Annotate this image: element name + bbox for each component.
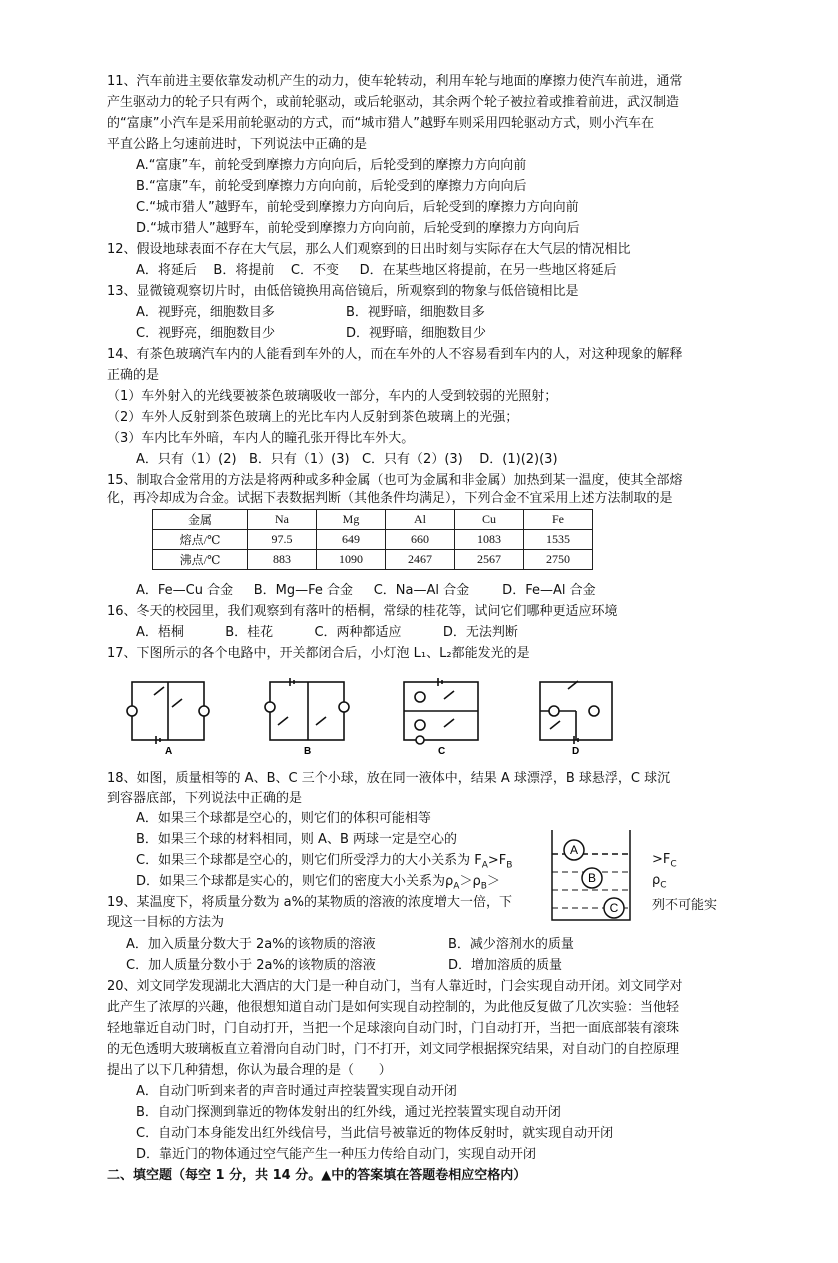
q11-line-2: 产生驱动力的轮子只有两个，或前轮驱动，或后轮驱动，其余两个轮子被拉着或推着前进，武汉制造 [107,95,680,110]
q15-line-2: 化，再冷却成为合金。试据下表数据判断（其他条件均满足），下列合金不宜采用上述方法制取的是 [107,491,673,506]
table-header-cell: Mg [317,510,386,530]
circuit-label-b: B [304,746,312,755]
table-header-cell: Fe [524,510,593,530]
q11-option-d: D.“城市猎人”越野车，前轮受到摩擦力方向向前，后轮受到的摩擦力方向向后 [136,221,580,236]
table-row [153,530,593,550]
table-cell: 1083 [455,530,524,550]
table-cell: 1090 [317,550,386,570]
circuit-diagram-d [532,677,622,755]
q19-option-c: C．加人质量分数小于 2a%的该物质的溶液 [126,958,376,973]
q19-line-2: 现这一目标的方法为 [107,915,225,930]
q11-option-c: C.“城市猎人”越野车，前轮受到摩擦力方向向后，后轮受到的摩擦力方向向前 [136,200,579,215]
circuit-label-d: D [572,746,580,755]
q13-option-b: B．视野暗，细胞数目多 [346,305,485,320]
q13-option-a: A．视野亮，细胞数目多 [136,305,275,320]
q18-option-b: B．如果三个球的材料相同，则 A、B 两球一定是空心的 [136,832,457,847]
q18-option-c: C．如果三个球都是空心的，则它们所受浮力的大小关系为 $F_A>F_B$ [136,853,513,871]
q20-option-a: A．自动门听到来者的声音时通过声控装置实现自动开闭 [136,1084,457,1099]
ball-b-label: B [587,871,597,885]
q20-line-3: 轻地靠近自动门时，门自动打开，当把一个足球滚向自动门时，门自动打开，当把一面底部装有滚珠 [107,1021,680,1036]
q11-line-1: 11、汽车前进主要依靠发动机产生的动力，使车轮转动，利用车轮与地面的摩擦力使汽车前进，通常 [107,74,683,89]
q18-option-d: D．如果三个球都是实心的，则它们的密度大小关系为$\rho_A>\rho_B>$ [136,874,500,892]
circuit-label-a: A [165,746,173,755]
q14-line-1: 14、有茶色玻璃汽车内的人能看到车外的人，而在车外的人不容易看到车内的人，对这种现象的解释 [107,347,683,362]
ball-c-label: C [609,901,619,915]
q19-option-b: B．减少溶剂水的质量 [448,937,574,952]
q14-line-4: （2）车外人反射到茶色玻璃上的光比车内人反射到茶色玻璃上的光强； [107,410,519,425]
table-header-cell: 金属 [153,510,248,530]
q15-line-1: 15、制取合金常用的方法是将两种或多种金属（也可为金属和非金属）加热到某一温度，使其全部熔 [107,473,683,488]
q18-sub-b: B [506,860,513,871]
ball-a-label: A [569,843,579,857]
q14-line-3: （1）车外射入的光线要被茶色玻璃吸收一部分，车内的人受到较弱的光照射； [107,389,558,404]
q17-stem: 17、下图所示的各个电路中，开关都闭合后，小灯泡 L₁、L₂都能发光的是 [107,646,530,661]
table-cell: 1535 [524,530,593,550]
q18-option-c-end: $>F_C$ [652,852,677,870]
q11-option-b: B.“富康”车，前轮受到摩擦力方向向前，后轮受到的摩擦力方向向后 [136,179,527,194]
q14-line-5: （3）车内比车外暗，车内人的瞳孔张开得比车外大。 [107,431,415,446]
q13-option-c: C．视野亮，细胞数目少 [136,326,276,341]
q20-option-b: B．自动门探测到靠近的物体发射出的红外线，通过光控装置实现自动开闭 [136,1105,561,1120]
table-cell: 2467 [386,550,455,570]
table-cell: 熔点/℃ [153,530,248,550]
q20-line-4: 的无色透明大玻璃板直立着滑向自动门时，门不打开，刘文同学根据探究结果，对自动门的自控原理 [107,1042,680,1057]
table-header-cell: Cu [455,510,524,530]
table-cell: 883 [248,550,317,570]
q16-stem: 16、冬天的校园里，我们观察到有落叶的梧桐，常绿的桂花等，试问它们哪种更适应环境 [107,604,618,619]
q12-options: A．将延后 B．将提前 C．不变 D．在某些地区将提前，在另一些地区将延后 [136,263,617,278]
q12-stem: 12、假设地球表面不存在大气层，那么人们观察到的日出时刻与实际存在大气层的情况相比 [107,242,631,257]
q18-option-a: A．如果三个球都是空心的，则它们的体积可能相等 [136,811,431,826]
q18-option-d-end: $\rho_C$ [652,873,667,891]
q16-options: A．梧桐 B．桂花 C．两种都适应 D．无法判断 [136,625,518,640]
q19-option-d: D．增加溶质的质量 [448,958,563,973]
q20-option-c: C．自动门本身能发出红外线信号，当此信号被靠近的物体反射时，就实现自动开闭 [136,1126,614,1141]
q18-line-1: 18、如图，质量相等的 A、B、C 三个小球，放在同一液体中，结果 A 球漂浮，B 球悬浮，C 球沉 [107,771,671,786]
q19-option-a: A．加入质量分数大于 2a%的该物质的溶液 [126,937,376,952]
q20-line-2: 此产生了浓厚的兴趣，他很想知道自动门是如何实现自动控制的，为此他反复做了几次实验：当他轻 [107,1000,680,1015]
q20-line-1: 20、刘文同学发现湖北大酒店的大门是一种自动门，当有人靠近时，门会实现自动开闭。刘文同学对 [107,979,683,994]
table-cell: 660 [386,530,455,550]
circuit-diagram-b [264,677,354,755]
q13-stem: 13、显微镜观察切片时，由低倍镜换用高倍镜后，所观察到的物象与低倍镜相比是 [107,284,579,299]
q13-option-d: D．视野暗，细胞数目少 [346,326,487,341]
q11-option-a: A.“富康”车，前轮受到摩擦力方向向后，后轮受到的摩擦力方向向前 [136,158,527,173]
circuit-label-c: C [438,746,446,755]
q20-option-d: D．靠近门的物体通过空气能产生一种压力传给自动门，实现自动开闭 [136,1147,537,1162]
metal-properties-table [152,509,593,570]
table-row [153,550,593,570]
table-cell: 2567 [455,550,524,570]
q14-line-2: 正确的是 [107,368,160,383]
q15-options: A．Fe—Cu 合金 B．Mg—Fe 合金 C．Na—Al 合金 D．Fe—Al 合金 [136,583,596,598]
q19-line-1: 19、某温度下，将质量分数为 a%的某物质的溶液的浓度增大一倍，下 [107,895,512,910]
table-cell: 沸点/℃ [153,550,248,570]
table-cell: 97.5 [248,530,317,550]
q18-line-2: 到容器底部，下列说法中正确的是 [107,791,303,806]
q14-options: A．只有（1）(2) B．只有（1）(3) C．只有（2）(3) D．(1)(2)(3) [136,452,558,467]
table-header-row [153,510,593,530]
circuit-diagram-c [398,677,488,755]
beaker-figure [548,828,634,924]
table-header-cell: Al [386,510,455,530]
q11-line-3: 的“富康”小汽车是采用前轮驱动的方式，而“城市猎人”越野车则采用四轮驱动方式，则小汽车在 [107,116,654,131]
q18-sub-a: A [481,860,488,871]
table-cell: 649 [317,530,386,550]
table-header-cell: Na [248,510,317,530]
section-heading: 二、填空题（每空 1 分，共 14 分。▲中的答案填在答题卷相应空格内） [107,1168,527,1183]
q19-line-1-tail: 列不可能实 [652,898,718,913]
table-cell: 2750 [524,550,593,570]
q11-line-4: 平直公路上匀速前进时，下列说法中正确的是 [107,137,368,152]
q20-line-5: 提出了以下几种猜想，你认为最合理的是（ ） [107,1063,392,1078]
circuit-diagram-a [124,677,214,755]
